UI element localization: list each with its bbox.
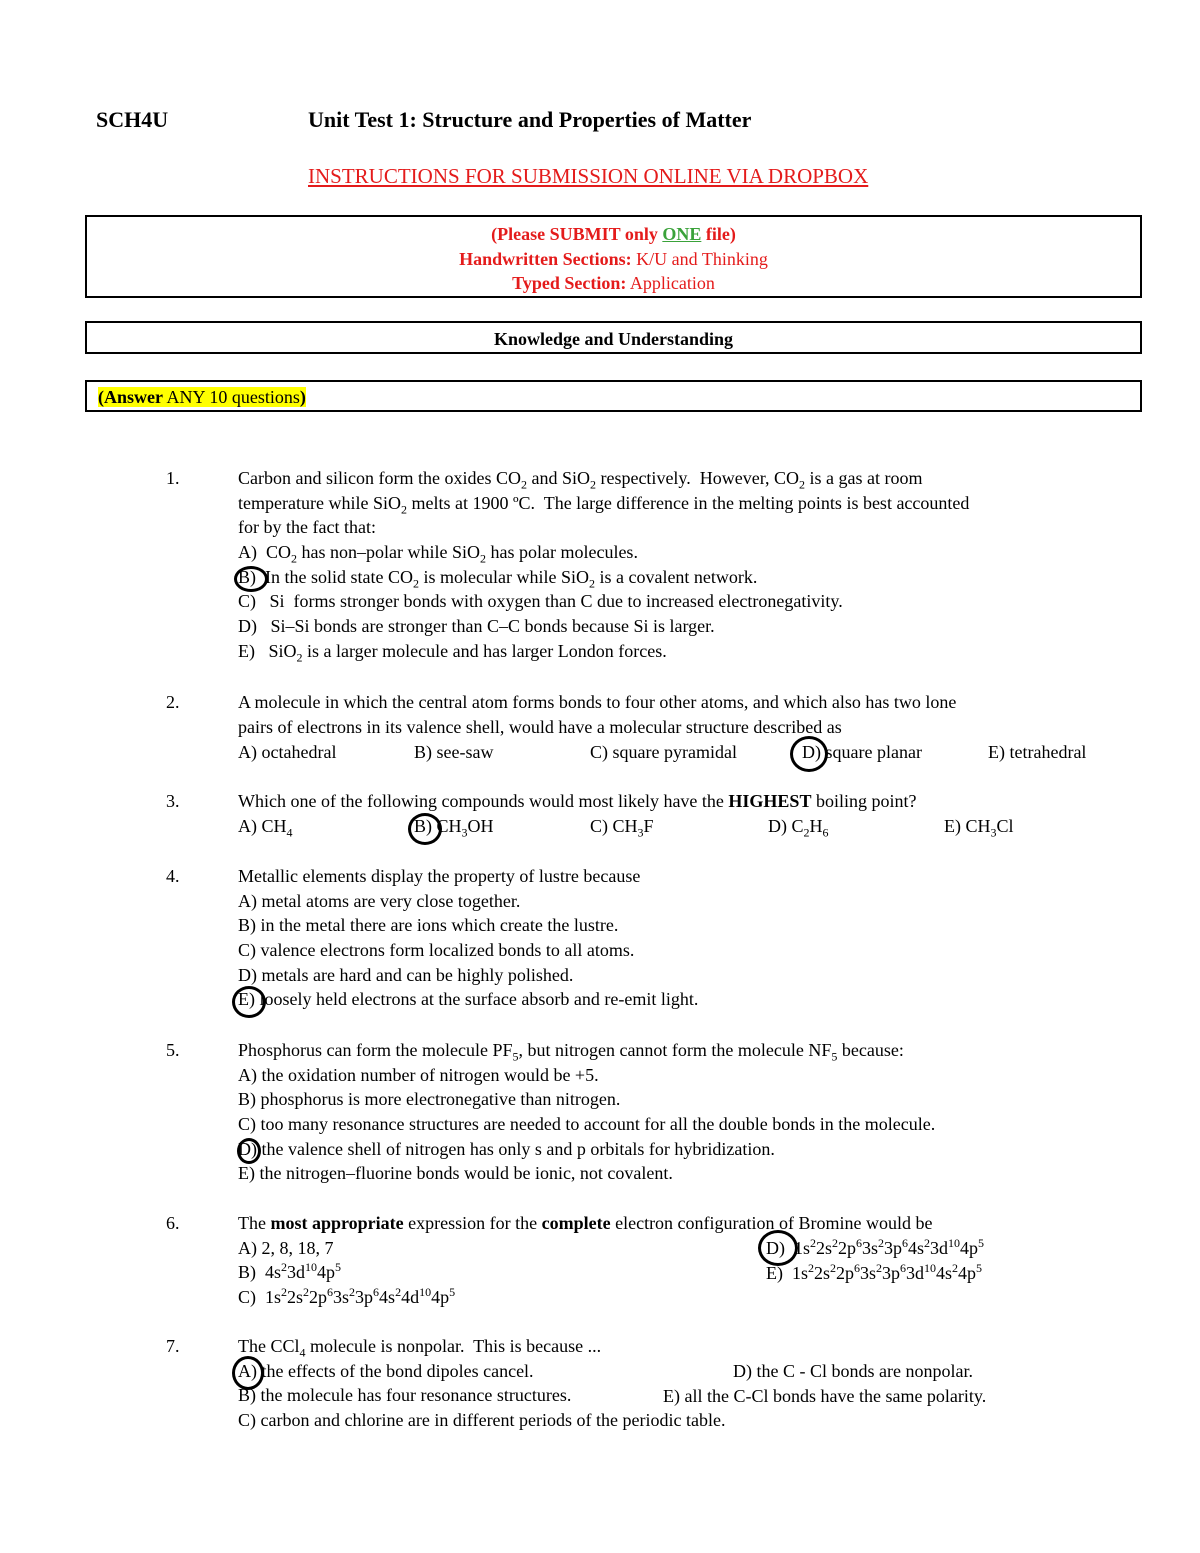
submit-line-1: (Please SUBMIT only ONE file) bbox=[491, 224, 736, 244]
question-number: 6. bbox=[166, 1213, 180, 1233]
question-3 bbox=[238, 789, 916, 814]
option-d: D) $1s^22s^22p^63s^23p^64s^23d^{10}4p^5$ bbox=[766, 1236, 985, 1258]
option-a: A) metal atoms are very close together. bbox=[238, 890, 521, 911]
option-b: B) $CH_3OH$ bbox=[414, 816, 494, 840]
question-number: 5. bbox=[166, 1040, 180, 1060]
option-d: D) $C_2H_6$ bbox=[768, 816, 829, 840]
option-a: A) the effects of the bond dipoles cancel. bbox=[238, 1360, 534, 1381]
question-number: 7. bbox=[166, 1336, 180, 1356]
option-b: B) $4s^23d^{10}4p^5$ bbox=[238, 1260, 342, 1283]
option-a: A) $CH_4$ bbox=[238, 816, 293, 840]
course-code: SCH4U bbox=[96, 107, 169, 132]
answer-circle-mark bbox=[758, 1230, 798, 1266]
option-a: A) $CO_2$ has non–polar while SiO$_2$ has polar molecules. bbox=[238, 542, 638, 566]
question-number: 1. bbox=[166, 468, 180, 488]
option-e: E) all the C-Cl bonds have the same polarity. bbox=[663, 1386, 987, 1406]
option-d: D) square planar bbox=[802, 742, 922, 762]
question-stem: pairs of electrons in its valence shell, would have a molecular structure described as bbox=[238, 716, 842, 737]
submit-line-3: Typed Section: Application bbox=[512, 273, 715, 294]
question-number: 4. bbox=[166, 866, 180, 886]
question-stem: The CCl$_4$ molecule is nonpolar. This is because ... bbox=[238, 1336, 602, 1360]
question-stem: for by the fact that: bbox=[238, 517, 376, 538]
option-b: B) the molecule has four resonance structures. bbox=[238, 1385, 572, 1406]
option-d: D) the C - Cl bonds are nonpolar. bbox=[733, 1361, 973, 1381]
question-number: 2. bbox=[166, 692, 180, 712]
one-file-emphasis: ONE bbox=[662, 224, 702, 244]
option-a: A) the oxidation number of nitrogen would be +5. bbox=[238, 1064, 599, 1085]
question-stem: Carbon and silicon form the oxides $CO_2$ and SiO$_2$ respectively. However, $CO_2$ is a gas at room bbox=[238, 468, 923, 492]
question-stem: Metallic elements display the property of lustre because bbox=[238, 866, 641, 886]
answer-instruction-box bbox=[85, 380, 1142, 412]
question-stem: temperature while SiO$_2$ melts at 1900 ºC. The large difference in the melting points is best accounted bbox=[238, 492, 970, 517]
answer-circle-mark bbox=[232, 1356, 264, 1390]
question-7 bbox=[238, 1334, 725, 1433]
submission-instructions: INSTRUCTIONS FOR SUBMISSION ONLINE VIA DROPBOX bbox=[308, 164, 869, 188]
option-e: E) the nitrogen–fluorine bonds would be ionic, not covalent. bbox=[238, 1163, 673, 1184]
option-b: B) in the metal there are ions which create the lustre. bbox=[238, 915, 619, 936]
question-stem: The most appropriate expression for the complete electron configuration of Bromine would be bbox=[238, 1213, 933, 1233]
option-a: A) octahedral bbox=[238, 742, 337, 762]
option-e: E) loosely held electrons at the surface absorb and re-emit light. bbox=[238, 989, 699, 1010]
option-e: E) $CH_3Cl$ bbox=[944, 816, 1014, 840]
option-a: A) 2, 8, 18, 7 bbox=[238, 1237, 334, 1258]
question-stem: A molecule in which the central atom forms bonds to four other atoms, and which also has two lone bbox=[238, 692, 957, 712]
section-heading: Knowledge and Understanding bbox=[85, 321, 1142, 354]
answer-circle-mark bbox=[408, 813, 442, 845]
option-c: C) Si forms stronger bonds with oxygen than C due to increased electronegativity. bbox=[238, 591, 843, 612]
option-b: B) In the solid state $CO_2$ is molecular while SiO$_2$ is a covalent network. bbox=[238, 566, 758, 591]
question-5 bbox=[238, 1038, 935, 1186]
option-d: D) the valence shell of nitrogen has only s and p orbitals for hybridization. bbox=[238, 1138, 775, 1159]
option-b: B) see-saw bbox=[414, 742, 494, 762]
answer-circle-mark bbox=[234, 566, 268, 592]
question-number: 3. bbox=[166, 791, 180, 811]
option-c: C) $CH_3F$ bbox=[590, 816, 654, 840]
option-c: C) square pyramidal bbox=[590, 742, 737, 762]
submission-box bbox=[85, 215, 1142, 298]
question-1 bbox=[238, 466, 969, 664]
option-e: E) tetrahedral bbox=[988, 742, 1087, 762]
answer-circle-mark bbox=[790, 736, 828, 772]
question-stem: Phosphorus can form the molecule $PF_5$, but nitrogen cannot form the molecule $NF_5$ because: bbox=[238, 1040, 904, 1064]
option-c: C) carbon and chlorine are in different periods of the periodic table. bbox=[238, 1410, 726, 1431]
option-b: B) phosphorus is more electronegative than nitrogen. bbox=[238, 1089, 621, 1110]
question-4 bbox=[238, 864, 698, 1012]
option-d: D) metals are hard and can be highly polished. bbox=[238, 964, 574, 985]
answer-circle-mark bbox=[232, 986, 266, 1018]
option-c: C) $1s^22s^22p^63s^23p^64s^24d^{10}4p^5$ bbox=[238, 1285, 456, 1308]
question-stem: Which one of the following compounds would most likely have the HIGHEST boiling point? bbox=[238, 791, 917, 811]
test-title: Unit Test 1: Structure and Properties of Matter bbox=[308, 107, 752, 132]
option-e: E) $1s^22s^22p^63s^23p^63d^{10}4s^24p^5$ bbox=[766, 1261, 983, 1283]
option-c: C) valence electrons form localized bonds to all atoms. bbox=[238, 940, 635, 961]
question-2 bbox=[238, 690, 956, 739]
answer-instruction: (Answer ANY 10 questions) bbox=[98, 387, 306, 407]
option-c: C) too many resonance structures are needed to account for all the double bonds in the molecule. bbox=[238, 1114, 936, 1135]
option-d: D) Si–Si bonds are stronger than C–C bonds because Si is larger. bbox=[238, 616, 715, 637]
answer-circle-mark bbox=[237, 1138, 261, 1164]
option-e: E) SiO$_2$ is a larger molecule and has larger London forces. bbox=[238, 640, 667, 665]
submit-line-2: Handwritten Sections: K/U and Thinking bbox=[459, 248, 768, 269]
